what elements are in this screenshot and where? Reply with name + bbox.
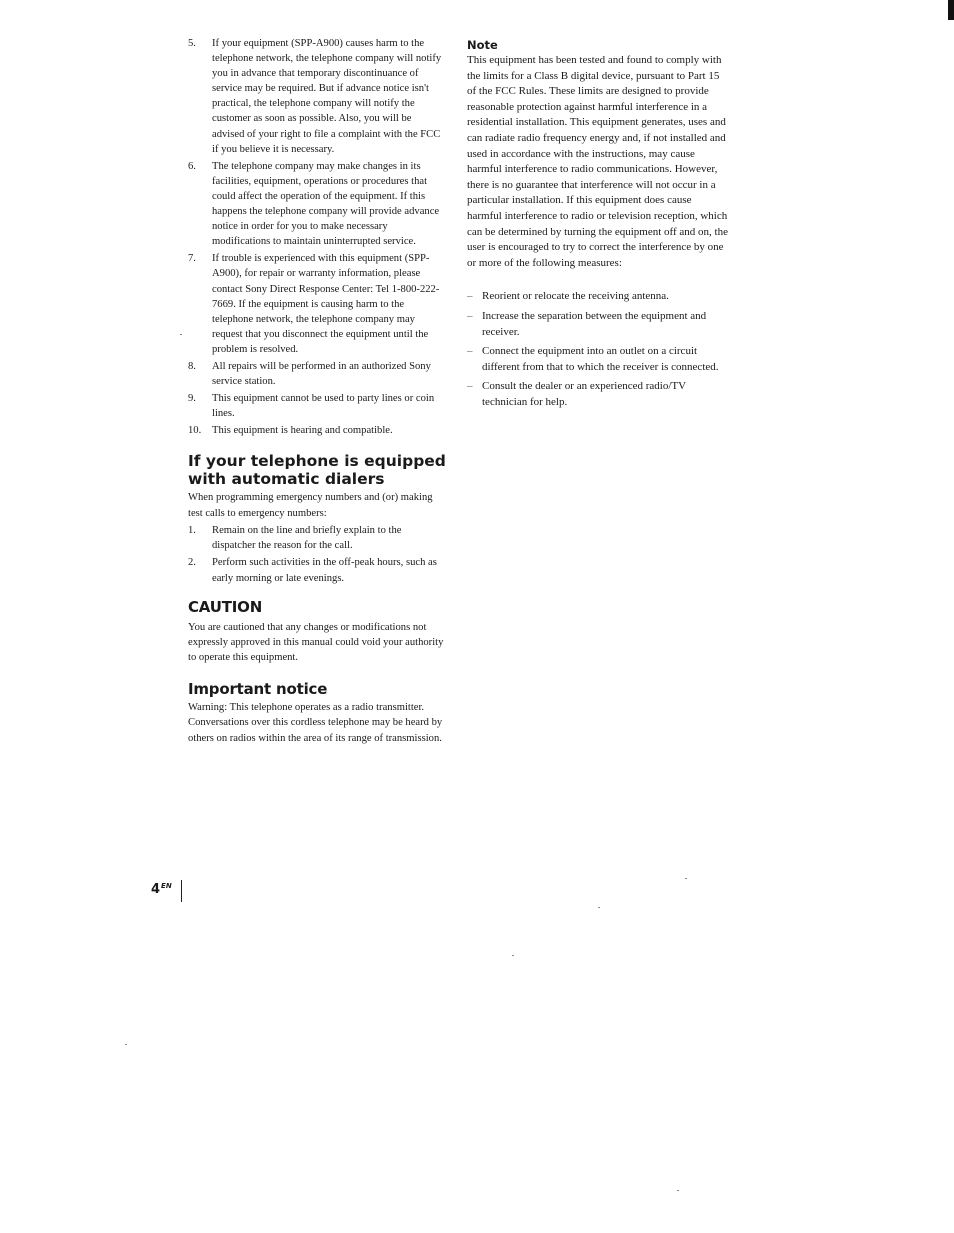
- list-item: [188, 523, 446, 553]
- item-text: All repairs will be performed in an authorized Sony service station.: [212, 360, 431, 388]
- list-item: [467, 289, 729, 305]
- item-number: 10.: [188, 425, 202, 437]
- item-text: Perform such activities in the off-peak hours, such as early morning or late evenings.: [212, 557, 437, 584]
- left-column: [188, 36, 446, 746]
- item-text: Remain on the line and briefly explain to the dispatcher the reason for the call.: [212, 525, 402, 552]
- item-number: 2.: [188, 557, 196, 569]
- item-number: 5.: [188, 38, 196, 49]
- item-text: Consult the dealer or an experienced radio/TV technician for help.: [482, 380, 686, 408]
- list-item: [467, 379, 729, 410]
- list-item: [188, 555, 446, 585]
- dialers-intro: When programming emergency numbers and (or) making test calls to emergency numbers:: [188, 492, 433, 519]
- item-text: If trouble is experienced with this equipment (SPP-A900), for repair or warranty information, please contact Sony Direct Response Center: Tel 1-800-222-7669. If the equipment is causing harm to the telephone network, the telephone company may request that you disconnect the equipment until the problem is resolved.: [212, 253, 440, 355]
- right-column: [467, 36, 729, 414]
- item-text: The telephone company may make changes in its facilities, equipment, operations or procedures that could affect the operation of the equipment. If this happens the telephone company will provide advance notice in order for you to make necessary modifications to maintain uninterrupted service.: [212, 160, 440, 248]
- item-text: This equipment cannot be used to party lines or coin lines.: [212, 393, 435, 420]
- item-text: This equipment is hearing and compatible.: [212, 425, 393, 437]
- list-item: [467, 344, 729, 375]
- list-item: [188, 36, 446, 157]
- item-text: Reorient or relocate the receiving antenna.: [482, 290, 669, 303]
- measures-list: [467, 289, 729, 410]
- item-number: 9.: [188, 393, 196, 405]
- list-item: [188, 159, 446, 250]
- scan-speck: [180, 334, 182, 335]
- dash-marker: –: [467, 290, 473, 303]
- item-text: Connect the equipment into an outlet on a circuit different from that to which the receiver is connected.: [482, 345, 719, 373]
- list-item: [188, 251, 446, 357]
- page-edge-mark: [948, 0, 954, 20]
- list-item: [188, 423, 446, 438]
- important-notice-text: Warning: This telephone operates as a radio transmitter. Conversations over this cordless telephone may be heard by others on radios within the area of its range of transmission.: [188, 701, 443, 744]
- dash-marker: –: [467, 309, 473, 322]
- folio-rule: [181, 880, 182, 902]
- item-number: 6.: [188, 160, 196, 172]
- dash-marker: –: [467, 345, 473, 358]
- scan-speck: [512, 955, 514, 956]
- item-number: 7.: [188, 253, 196, 265]
- item-number: 1.: [188, 525, 196, 537]
- list-item: [188, 359, 446, 389]
- list-item: [188, 391, 446, 421]
- dialers-section: [188, 452, 446, 585]
- numbered-list-continued: [188, 36, 446, 438]
- dash-marker: –: [467, 380, 473, 393]
- note-heading: Note: [467, 38, 498, 52]
- item-text: Increase the separation between the equipment and receiver.: [482, 309, 707, 338]
- scan-speck: [598, 907, 600, 908]
- scan-speck: [685, 878, 687, 879]
- page-number-value: 4: [151, 882, 161, 897]
- item-number: 8.: [188, 360, 196, 372]
- caution-heading: CAUTION: [188, 597, 263, 616]
- list-item: [467, 309, 729, 340]
- note-text: This equipment has been tested and found to comply with the limits for a Class B digital device, pursuant to Part 15 of the FCC Rules. These limits are designed to provide reasonable protection against harmful interference in a residential installation. This equipment generates, uses and can radiate radio frequency energy and, if not installed and used in accordance with the instructions, may cause harmful interference to radio communications. However, there is no guarantee that interference will not occur in a particular installation. If this equipment does cause harmful interference to radio or television reception, which can be determined by turning the equipment off and on, the user is encouraged to try to correct the interference by one or more of the following measures:: [467, 54, 728, 269]
- dialers-heading: If your telephone is equipped with automatic dialers: [188, 452, 446, 489]
- page-language-suffix: EN: [161, 882, 172, 890]
- caution-text: You are cautioned that any changes or modifications not expressly approved in this manual could void your authority to operate this equipment.: [188, 621, 444, 664]
- scan-speck: [677, 1190, 679, 1191]
- caution-section: [188, 598, 446, 666]
- important-notice-heading: Important notice: [188, 679, 328, 698]
- scan-speck: [125, 1044, 127, 1045]
- item-text: If your equipment (SPP-A900) causes harm to the telephone network, the telephone company will notify you in advance that temporary discontinuance of service may be required. But if advance notice isn't practical, the telephone company will notify the customer as soon as possible. Also, you will be advised of your right to file a complaint with the FCC if you believe it is necessary.: [212, 38, 442, 155]
- important-notice-section: [188, 680, 446, 746]
- page-number: [151, 882, 172, 897]
